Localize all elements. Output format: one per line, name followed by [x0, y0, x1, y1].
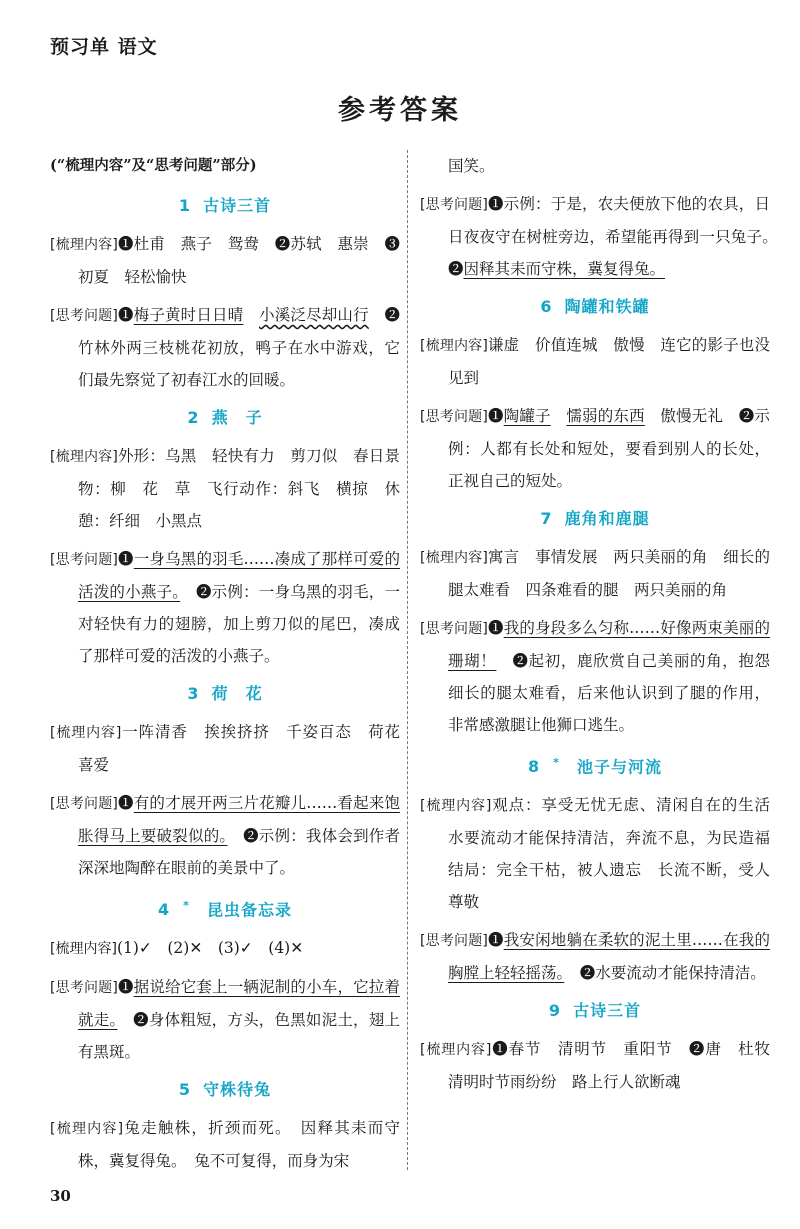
section-9-title: 9 古诗三首 — [548, 1001, 642, 1021]
page-title: 参考答案 — [338, 95, 462, 126]
section-4-think: [思考问题]❶据说给它套上一辆泥制的小车，它拉着就走。 ❷身体粗短，方头，色黑如泥土，翅上有黑斑。 — [50, 978, 400, 1062]
section-8-think: [思考问题]❶我安闲地躺在柔软的泥土里……在我的胸膛上轻轻摇荡。 ❷水要流动才能保持清洁。 — [420, 931, 770, 983]
section-2-sort: [梳理内容]外形：乌黑 轻快有力 剪刀似 春日景物：柳 花 草 飞行动作：斜飞 横掠 休憩：纤细 小黑点 — [50, 447, 400, 530]
section-3-think: [思考问题]❶有的才展开两三片花瓣儿……看起来饱胀得马上要破裂似的。 ❷示例：我体会到作者深深地陶醉在眼前的美景中了。 — [50, 794, 400, 877]
section-2-title: 2 燕 子 — [187, 408, 263, 427]
section-3-title: 3 荷 花 — [187, 684, 263, 703]
section-7-sort: [梳理内容]寓言 事情发展 两只美丽的角 细长的腿太难看 四条难看的腿 两只美丽的角 — [420, 548, 770, 599]
section-8-sort: [梳理内容]观点：享受无忧无虑、清闲自在的生活 水要流动才能保持清洁，奔流不息，为民造福 结局：完全干枯，被人遗忘 长流不断，受人尊敬 — [420, 796, 786, 912]
section-3-sort: [梳理内容]一阵清香 挨挨挤挤 千姿百态 荷花 喜爱 — [50, 723, 416, 774]
page-number: 30 — [50, 1187, 71, 1205]
left-column — [50, 150, 416, 1183]
section-1-sort: [梳理内容]❶杜甫 燕子 鸳鸯 ❷苏轼 惠崇 ❸初夏 轻松愉快 — [50, 235, 400, 286]
intro-note: (“梳理内容”及“思考问题”部分) — [50, 157, 257, 174]
section-5-think: [思考问题]❶示例：于是，农夫便放下他的农具，日日夜夜守在树桩旁边，希望能再得到一只兔子。 ❷因释其耒而守株，冀复得兔。 — [420, 195, 786, 278]
right-column — [420, 150, 786, 1104]
section-5-sort-continued: 国笑。 — [448, 157, 495, 175]
section-9-sort: [梳理内容]❶春节 清明节 重阳节 ❷唐 杜牧 清明时节雨纷纷 路上行人欲断魂 — [420, 1040, 786, 1092]
page-header: 预习单 语文 — [50, 36, 158, 58]
section-7-think: [思考问题]❶我的身段多么匀称……好像两束美丽的珊瑚！ ❷起初，鹿欣赏自己美丽的角，抱怨细长的腿太难看，后来他认识到了腿的作用，非常感激腿让他狮口逃生。 — [420, 619, 770, 734]
section-6-think: [思考问题]❶陶罐子 懦弱的东西 傲慢无礼 ❷示例：人都有长处和短处，要看到别人的长处，正视自己的短处。 — [420, 407, 770, 490]
section-1-title: 1 古诗三首 — [178, 196, 272, 215]
section-5-title: 5 守株待兔 — [178, 1080, 272, 1100]
section-7-title: 7 鹿角和鹿腿 — [540, 509, 650, 528]
section-8-title: 8 * 池子与河流 — [528, 756, 662, 777]
section-6-title: 6 陶罐和铁罐 — [540, 297, 650, 316]
section-4-title: 4 * 昆虫备忘录 — [158, 899, 292, 920]
section-4-sort: [梳理内容](1)✓ (2)✕ (3)✓ (4)✕ — [50, 939, 304, 958]
column-divider — [407, 150, 408, 1170]
section-1-think: [思考问题]❶梅子黄时日日晴 小溪泛尽却山行 ❷竹林外两三枝桃花初放，鸭子在水中游戏，它们最先察觉了初春江水的回暖。 — [50, 306, 400, 389]
section-5-sort: [梳理内容]兔走触株，折颈而死。 因释其耒而守株，冀复得兔。 兔不可复得，而身为宋 — [50, 1119, 400, 1171]
section-6-sort: [梳理内容]谦虚 价值连城 傲慢 连它的影子也没见到 — [420, 336, 770, 387]
section-2-think: [思考问题]❶一身乌黑的羽毛……凑成了那样可爱的活泼的小燕子。 ❷示例：一身乌黑的羽毛，一对轻快有力的翅膀，加上剪刀似的尾巴，凑成了那样可爱的活泼的小燕子。 — [50, 550, 400, 665]
